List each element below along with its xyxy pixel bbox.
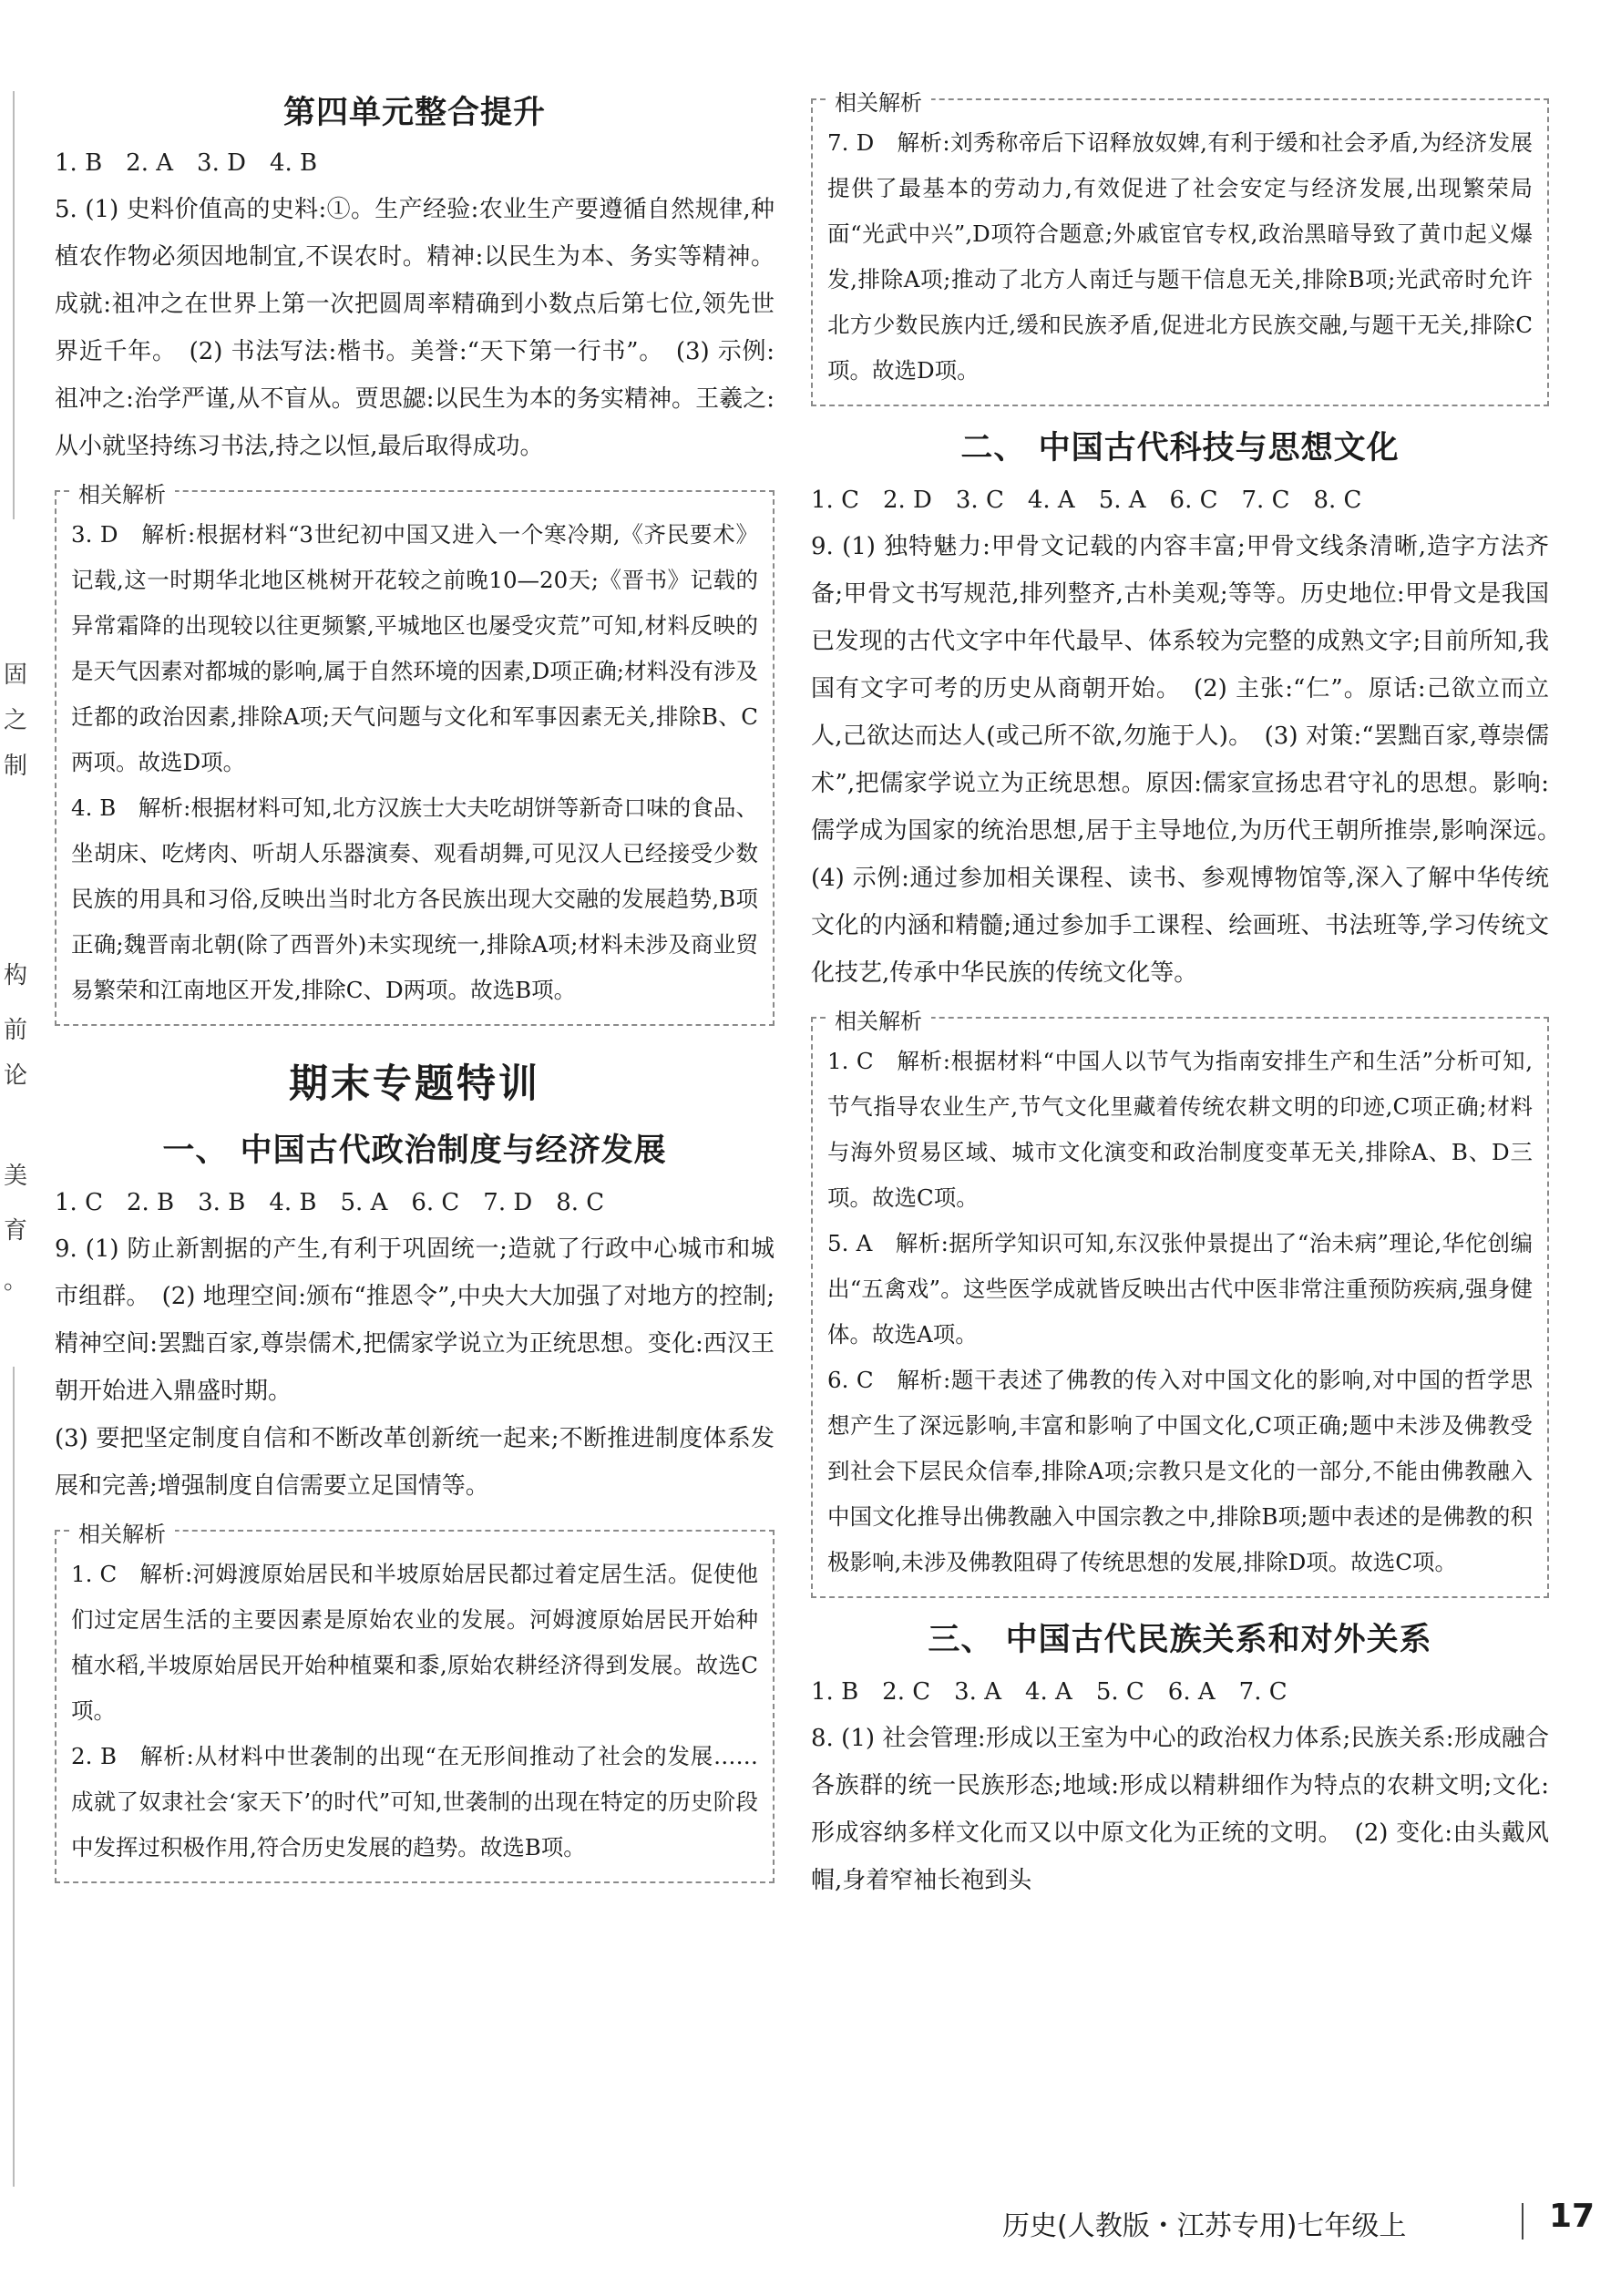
edge-char: 制 <box>4 753 28 780</box>
footer-divider <box>1522 2203 1524 2240</box>
edge-char: 固 <box>4 661 28 689</box>
subsection-title: 二、 中国古代科技与思想文化 <box>960 430 1400 466</box>
answer-q8: 8. (1) 社会管理:形成以王室为中心的政治权力体系;民族关系:形成融合各族群的统一民族形态;地域:形成以精耕细作为特点的农耕文明;文化:形成容纳多样文化而又以中原文化为正统的文明。 (2) 变化:由头戴风帽,身着窄袖长袍到头 <box>811 1725 1549 1894</box>
edge-rule <box>13 1367 15 2187</box>
subsection-title: 三、 中国古代民族关系和对外关系 <box>928 1622 1432 1658</box>
answer-q9: 9. (1) 独特魅力:甲骨文记载的内容丰富;甲骨文线条清晰,造字方法齐备;甲骨文书写规范,排列整齐,古朴美观;等等。历史地位:甲骨文是我国已发现的古代文字中年代最早、体系较为完整的成熟文字;目前所知,我国有文字可考的历史从商朝开始。 (2) 主张:“仁”。原话:己欲立而立人,己欲达而达人(或己所不欲,勿施于人)。 (3) 对策:“罢黜百家,尊崇儒术”,把儒家学说立为正统思想。原因:儒家宣扬忠君守礼的思想。影响:儒学成为国家的统治思想,居于主导地位,为历代王朝所推崇,影响深远。 (4) 示例:通过参加相关课程、读书、参观博物馆等,深入了解中华传统文化的内涵和精髓;通过参加手工课程、绘画班、书法班等,学习传统文化技艺,传承中华民族的传统文化等。 <box>811 533 1574 987</box>
page-number: 17 <box>1549 2198 1595 2235</box>
left-column <box>55 82 775 1896</box>
analysis-box <box>55 1522 775 1883</box>
section-main-title: 期末专题特训 <box>289 1061 540 1107</box>
page-footer <box>1002 2198 1595 2252</box>
answer-key-line: 1. C 2. B 3. B 4. B 5. A 6. C 7. D 8. C <box>55 1189 605 1216</box>
analysis-box-title: 相关解析 <box>826 85 931 117</box>
analysis-item: 3. D 解析:根据材料“3世纪初中国又进入一个寒冷期,《齐民要术》记载,这一时期华北地区桃树开花较之前晚10—20天;《晋书》记载的异常霜降的出现较以往更频繁,平城地区也屡受灾荒”可知,材料反映的是天气因素对都城的影响,属于自然环境的因素,D项正确;材料没有涉及迁都的政治因素,排除A项;天气问题与文化和军事因素无关,排除B、C两项。故选D项。 <box>71 521 758 775</box>
subsection-title: 一、 中国古代政治制度与经济发展 <box>162 1133 667 1169</box>
analysis-item: 2. B 解析:从材料中世袭制的出现“在无形间推动了社会的发展……成就了奴隶社会‘家天下’的时代”可知,世袭制的出现在特定的历史阶段中发挥过积极作用,符合历史发展的趋势。故选B项。 <box>71 1743 758 1860</box>
edge-char: 前 <box>4 1017 28 1044</box>
analysis-item: 7. D 解析:刘秀称帝后下诏释放奴婢,有利于缓和社会矛盾,为经济发展提供了最基本的劳动力,有效促进了社会安定与经济发展,出现繁荣局面“光武中兴”,D项符合题意;外戚宦官专权,政治黑暗导致了黄巾起义爆发,排除A项;推动了北方人南迁与题干信息无关,排除B项;光武帝时允许北方少数民族内迁,缓和民族矛盾,促进北方民族交融,与题干无关,排除C项。故选D项。 <box>827 129 1533 384</box>
analysis-item: 1. C 解析:根据材料“中国人以节气为指南安排生产和生活”分析可知,节气指导农业生产,节气文化里藏着传统农耕文明的印迹,C项正确;材料与海外贸易区域、城市文化演变和政治制度变革无关,排除A、B、D三项。故选C项。 <box>827 1048 1533 1211</box>
analysis-box-title: 相关解析 <box>69 1516 175 1548</box>
edge-char: 之 <box>4 707 28 734</box>
edge-char: 论 <box>4 1062 28 1090</box>
edge-char: 育 <box>4 1217 28 1245</box>
edge-char: 。 <box>4 1267 28 1295</box>
analysis-box-title: 相关解析 <box>69 477 175 508</box>
analysis-box <box>811 90 1549 406</box>
analysis-box-title: 相关解析 <box>826 1003 931 1035</box>
analysis-item: 1. C 解析:河姆渡原始居民和半坡原始居民都过着定居生活。促使他们过定居生活的主要因素是原始农业的发展。河姆渡原始居民开始种植水稻,半坡原始居民开始种植粟和黍,原始农耕经济得到发展。故选C项。 <box>71 1561 758 1724</box>
footer-subject: 历史(人教版・江苏专用)七年级上 <box>1002 2210 1407 2242</box>
answer-q9: 9. (1) 防止新割据的产生,有利于巩固统一;造就了行政中心城市和城市组群。 (2) 地理空间:颁布“推恩令”,中央大大加强了对地方的控制;精神空间:罢黜百家,尊崇儒术,把儒家学说立为正统思想。变化:西汉王朝开始进入鼎盛时期。 <box>55 1235 775 1405</box>
unit-title: 第四单元整合提升 <box>282 95 546 131</box>
edge-char: 美 <box>4 1163 28 1190</box>
answer-q9-part3: (3) 要把坚定制度自信和不断改革创新统一起来;不断推进制度体系发展和完善;增强制度自信需要立足国情等。 <box>55 1425 775 1500</box>
right-column <box>811 82 1574 1904</box>
answer-key-line: 1. B 2. C 3. A 4. A 5. C 6. A 7. C <box>811 1678 1288 1706</box>
edge-rule <box>13 91 15 519</box>
analysis-box <box>811 1009 1549 1598</box>
answer-key-line: 1. B 2. A 3. D 4. B <box>55 149 318 177</box>
edge-char: 构 <box>4 962 28 989</box>
analysis-item: 4. B 解析:根据材料可知,北方汉族士大夫吃胡饼等新奇口味的食品、坐胡床、吃烤肉、听胡人乐器演奏、观看胡舞,可见汉人已经接受少数民族的用具和习俗,反映出当时北方各民族出现大交融的发展趋势,B项正确;魏晋南北朝(除了西晋外)未实现统一,排除A项;材料未涉及商业贸易繁荣和江南地区开发,排除C、D两项。故选B项。 <box>71 794 758 1003</box>
analysis-item: 5. A 解析:据所学知识可知,东汉张仲景提出了“治未病”理论,华佗创编出“五禽戏”。这些医学成就皆反映出古代中医非常注重预防疾病,强身健体。故选A项。 <box>827 1230 1533 1348</box>
analysis-box <box>55 482 775 1026</box>
answer-key-line: 1. C 2. D 3. C 4. A 5. A 6. C 7. C 8. C <box>811 487 1362 514</box>
analysis-item: 6. C 解析:题干表述了佛教的传入对中国文化的影响,对中国的哲学思想产生了深远影响,丰富和影响了中国文化,C项正确;题中未涉及佛教受到社会下层民众信奉,排除A项;宗教只是文化的一部分,不能由佛教融入中国文化推导出佛教融入中国宗教之中,排除B项;题中表述的是佛教的积极影响,未涉及佛教阻碍了传统思想的发展,排除D项。故选C项。 <box>827 1367 1533 1575</box>
answer-q5: 5. (1) 史料价值高的史料:①。生产经验:农业生产要遵循自然规律,种植农作物必须因地制宜,不误农时。精神:以民生为本、务实等精神。成就:祖冲之在世界上第一次把圆周率精确到小数点后第七位,领先世界近千年。 (2) 书法写法:楷书。美誉:“天下第一行书”。 (3) 示例:祖冲之:治学严谨,从不盲从。贾思勰:以民生为本的务实精神。王羲之:从小就坚持练习书法,持之以恒,最后取得成功。 <box>55 196 775 460</box>
